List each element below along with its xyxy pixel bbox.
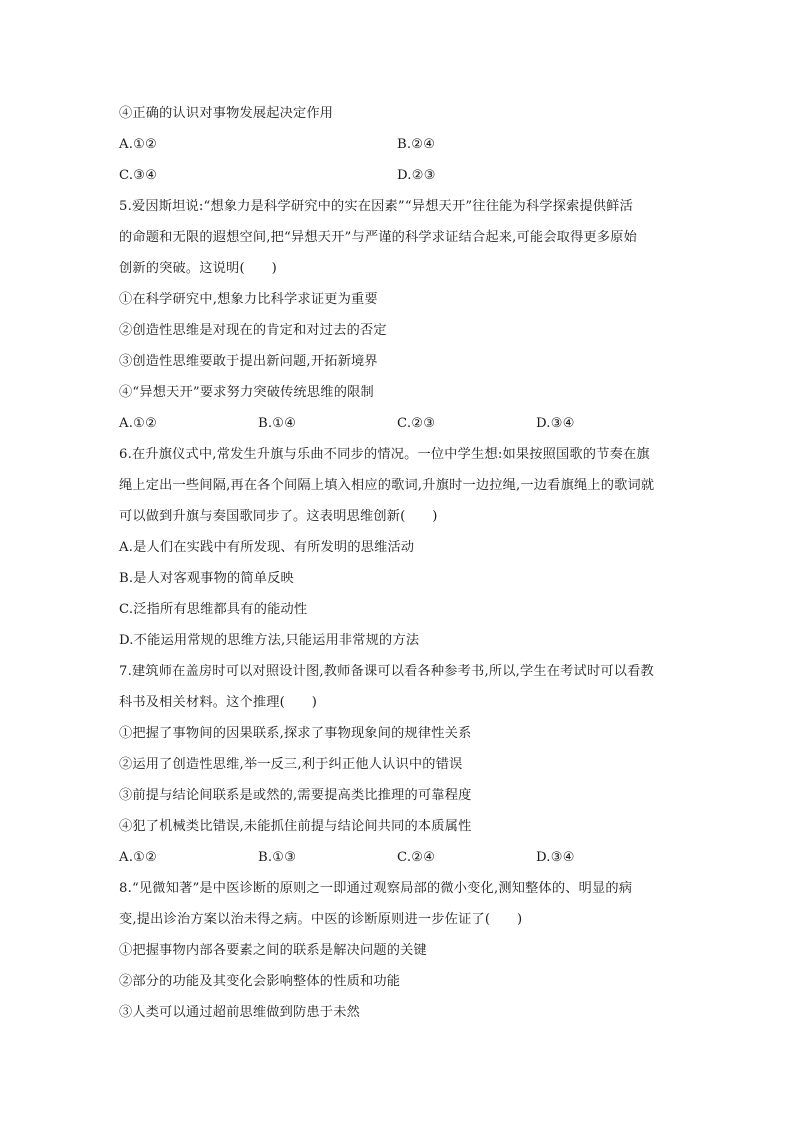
q5-stem-line: 创新的突破。这说明( ) xyxy=(119,261,277,276)
q5-answer-d: D.③④ xyxy=(536,416,575,431)
q7-stem-line: 7.建筑师在盖房时可以对照设计图,教师备课可以看各种参考书,所以,学生在考试时可以看教 xyxy=(119,664,654,679)
q5-stem-line: 5.爱因斯坦说:“想象力是科学研究中的实在因素”“异想天开”往往能为科学探索提供鲜活 xyxy=(119,199,633,214)
q7-answer-d: D.③④ xyxy=(536,850,575,865)
exam-page xyxy=(119,98,679,1028)
q7-answer-c: C.②④ xyxy=(397,850,436,865)
q5-answer-c: C.②③ xyxy=(397,416,436,431)
q8-stem-line: 8.“见微知著”是中医诊断的原则之一即通过观察局部的微小变化,测知整体的、明显的病 xyxy=(119,881,633,896)
q7-option-3: ③前提与结论间联系是或然的,需要提高类比推理的可靠程度 xyxy=(119,788,472,803)
q4-answer-b: B.②④ xyxy=(397,137,436,152)
q5-option-4: ④“异想天开”要求努力突破传统思维的限制 xyxy=(119,385,374,400)
q5-answer-a: A.①② xyxy=(119,416,158,431)
q6-stem-line: 绳上定出一些间隔,再在各个间隔上填入相应的歌词,升旗时一边拉绳,一边看旗绳上的歌词就 xyxy=(119,478,655,493)
q6-option-a: A.是人们在实践中有所发现、有所发明的思维活动 xyxy=(119,540,415,555)
q6-option-d: D.不能运用常规的思维方法,只能运用非常规的方法 xyxy=(119,633,420,648)
q8-stem-line: 变,提出诊治方案以治未得之病。中医的诊断原则进一步佐证了( ) xyxy=(119,912,523,927)
q5-answer-b: B.①④ xyxy=(258,416,297,431)
q5-answers-row xyxy=(119,408,679,439)
q4-answer-c: C.③④ xyxy=(119,168,158,183)
q6-option-c: C.泛指所有思维都具有的能动性 xyxy=(119,602,308,617)
q7-option-1: ①把握了事物间的因果联系,探求了事物现象间的规律性关系 xyxy=(119,726,472,741)
q6-option-b: B.是人对客观事物的简单反映 xyxy=(119,571,294,586)
q8-option-3: ③人类可以通过超前思维做到防患于未然 xyxy=(119,1005,360,1020)
q7-option-2: ②运用了创造性思维,举一反三,利于纠正他人认识中的错误 xyxy=(119,757,463,772)
q4-answers-row-2 xyxy=(119,160,679,191)
q5-stem-line: 的命题和无限的遐想空间,把“异想天开”与严谨的科学求证结合起来,可能会取得更多原始 xyxy=(119,230,638,245)
q5-option-3: ③创造性思维要敢于提出新问题,开拓新境界 xyxy=(119,354,378,369)
q6-stem-line: 6.在升旗仪式中,常发生升旗与乐曲不同步的情况。一位中学生想:如果按照国歌的节奏在旗 xyxy=(119,447,650,462)
q7-stem-line: 科书及相关材料。这个推理( ) xyxy=(119,695,318,710)
q6-stem-line: 可以做到升旗与奏国歌同步了。这表明思维创新( ) xyxy=(119,509,438,524)
q4-answer-a: A.①② xyxy=(119,137,158,152)
q4-option-4: ④正确的认识对事物发展起决定作用 xyxy=(119,106,334,121)
q5-option-2: ②创造性思维是对现在的肯定和对过去的否定 xyxy=(119,323,387,338)
q7-option-4: ④犯了机械类比错误,未能抓住前提与结论间共同的本质属性 xyxy=(119,819,472,834)
q7-answer-a: A.①② xyxy=(119,850,158,865)
q8-option-1: ①把握事物内部各要素之间的联系是解决问题的关键 xyxy=(119,943,427,958)
q7-answers-row xyxy=(119,842,679,873)
q8-option-2: ②部分的功能及其变化会影响整体的性质和功能 xyxy=(119,974,401,989)
q7-answer-b: B.①③ xyxy=(258,850,297,865)
q4-answer-d: D.②③ xyxy=(397,168,436,183)
q4-answers-row-1 xyxy=(119,129,679,160)
q5-option-1: ①在科学研究中,想象力比科学求证更为重要 xyxy=(119,292,378,307)
